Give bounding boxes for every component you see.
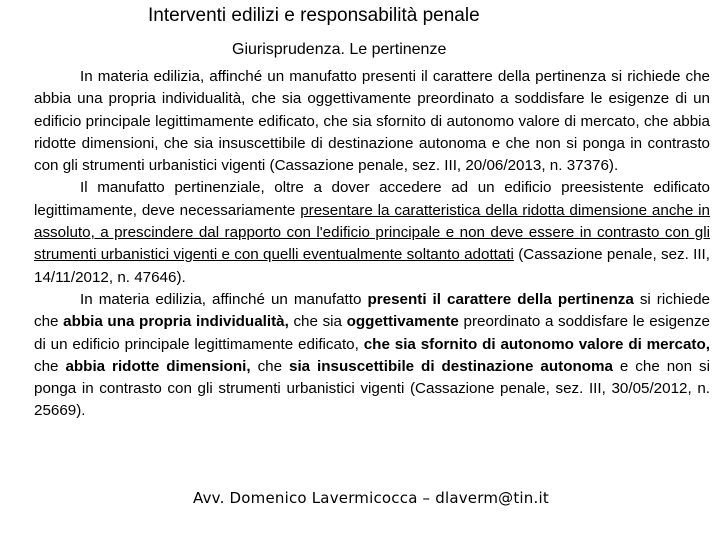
paragraph-2: [34, 177, 710, 288]
paragraph-3-segment: preordinato a soddisfare le esigenze di un edificio principale legittimamente edificato,: [34, 313, 710, 353]
paragraph-3-bold: abbia ridotte dimensioni,: [65, 357, 251, 375]
document-body: [34, 66, 710, 423]
paragraph-3-segment: si richiede che: [34, 290, 710, 331]
paragraph-3: [34, 289, 710, 423]
section-subtitle: Giurisprudenza. Le pertinenze: [232, 41, 447, 58]
author-footer: Avv. Domenico Lavermicocca – dlaverm@tin.it: [193, 489, 549, 507]
paragraph-3-bold: che sia sfornito di autonomo valore di mercato,: [363, 335, 710, 353]
page-title: Interventi edilizi e responsabilità penale: [148, 5, 480, 26]
paragraph-2-lead: Il manufatto pertinenziale, oltre a dover accedere ad un edificio preesistente edificato legittimamente, deve necessariamente: [34, 179, 710, 219]
paragraph-3-bold: sia insuscettibile di destinazione autonoma: [289, 357, 613, 375]
paragraph-3-citation: e che non si ponga in contrasto con gli strumenti urbanistici vigenti (Cassazione penale, sez. III, 30/05/2012, n. 25669).: [34, 357, 710, 420]
paragraph-2-underlined: presentare la caratteristica della ridotta dimensione anche in assoluto, a prescindere dal rapporto con l'edificio principale e non deve essere in contrasto con gli strumenti urbanistici vigenti e con quelli eventualmente soltanto adottati: [34, 201, 711, 264]
paragraph-3-segment: che: [34, 357, 66, 375]
paragraph-1: [34, 66, 710, 177]
paragraph-3-bold: abbia una propria individualità,: [63, 313, 289, 331]
paragraph-1-text: In materia edilizia, affinché un manufatto presenti il carattere della pertinenza si richiede che abbia una propria individualità, che sia oggettivamente preordinato a soddisfare le esigenze di un edificio principale legittimamente edificato, che sia sfornito di autonomo valore di mercato, che abbia ridotte dimensioni, che sia insuscettibile di destinazione autonoma e che non si ponga in contrasto con gli strumenti urbanistici vigenti (Cassazione penale, sez. III, 20/06/2013, n. 37376).: [34, 68, 710, 175]
paragraph-3-segment: In materia edilizia, affinché un manufatto: [80, 290, 368, 308]
paragraph-3-segment: che sia: [288, 313, 347, 331]
paragraph-3-segment: che: [250, 357, 289, 375]
paragraph-3-bold: oggettivamente: [346, 313, 459, 331]
paragraph-2-citation: (Cassazione penale, sez. III, 14/11/2012, n. 47646).: [34, 246, 710, 286]
paragraph-3-bold: presenti il carattere della pertinenza: [367, 290, 634, 308]
